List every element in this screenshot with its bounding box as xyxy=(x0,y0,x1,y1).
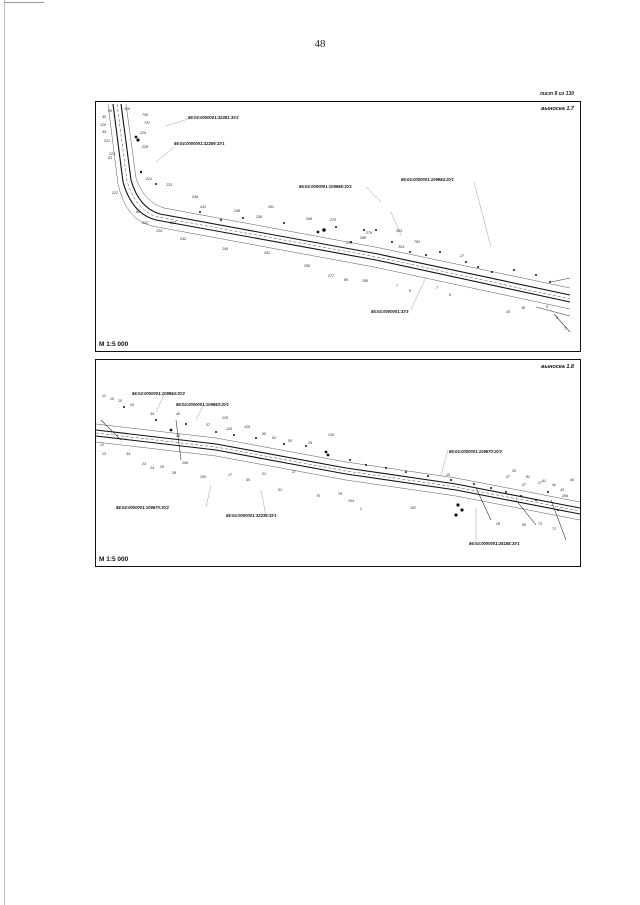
point-number: 52 xyxy=(272,436,276,440)
point-number: 252 xyxy=(264,251,270,255)
point-number: 129 xyxy=(244,425,250,429)
point-number: 82 xyxy=(136,210,140,214)
point-numbers xyxy=(100,394,574,531)
point-number: 273 xyxy=(346,241,352,245)
point-number: 8 xyxy=(409,289,411,293)
survey-point xyxy=(365,464,367,466)
point-number: 28 xyxy=(496,522,500,526)
point-number: 50 xyxy=(262,432,266,436)
survey-point xyxy=(454,513,457,516)
point-number: 248 xyxy=(234,209,240,213)
point-number: 232 xyxy=(142,221,148,225)
survey-point xyxy=(465,261,467,263)
point-number: 104 xyxy=(348,499,354,503)
road-shoulder xyxy=(108,104,570,309)
point-number: 249 xyxy=(222,247,228,251)
survey-point xyxy=(549,281,551,283)
point-number: 130 xyxy=(328,433,334,437)
survey-point xyxy=(535,274,537,276)
point-number: 7 xyxy=(564,327,566,331)
point-number: 222 xyxy=(109,152,115,156)
parcel-label: 86:04:0000001:109670:ЗУ2 xyxy=(116,505,169,510)
road-edge-outer xyxy=(96,430,580,508)
road-centerline xyxy=(117,104,570,299)
point-number: 37 xyxy=(506,475,510,479)
page-number: 48 xyxy=(314,38,326,50)
survey-point xyxy=(215,431,217,433)
parcel-label: 86:04:0000001:32259:ЗУ1 xyxy=(174,141,225,146)
parcel-label: 86:04:0000001:32239:ЗУ1 xyxy=(226,513,277,518)
survey-point xyxy=(456,503,459,506)
sheet-label: лист 8 из 130 xyxy=(539,91,574,97)
survey-point xyxy=(327,454,330,457)
point-number: 26 xyxy=(308,441,312,445)
point-number: 30 xyxy=(512,469,516,473)
point-number: 27 xyxy=(292,470,296,474)
scan-edge-top xyxy=(4,2,44,3)
road-edge-inner xyxy=(121,104,570,295)
parcel-label: 86:04:0000001:109984:ЗУ2 xyxy=(132,391,185,396)
point-number: 233 xyxy=(170,221,176,225)
point-number: 229 xyxy=(140,131,146,135)
callout-title: выноска 1.7 xyxy=(541,106,574,112)
map-scale: М 1:5 000 xyxy=(99,341,129,348)
survey-point xyxy=(136,138,139,141)
point-number: 221 xyxy=(146,177,152,181)
parcel-label: 86:04:0000001:ЗУ3 xyxy=(371,309,409,314)
road-edge-outer xyxy=(113,104,570,302)
survey-point xyxy=(363,229,365,231)
point-number: 261 xyxy=(268,205,274,209)
survey-point xyxy=(505,491,507,493)
point-number: 7 xyxy=(436,286,438,290)
point-number: 37 xyxy=(522,483,526,487)
point-number: 26 xyxy=(130,403,134,407)
point-number: 15 xyxy=(446,473,450,477)
point-number: 241 xyxy=(200,205,206,209)
point-number: 21 xyxy=(262,472,266,476)
point-number: 222 xyxy=(112,191,118,195)
point-number: 102 xyxy=(410,506,416,510)
survey-point xyxy=(439,251,441,253)
point-number: 13 xyxy=(102,452,106,456)
survey-point xyxy=(427,475,429,477)
scan-edge-left xyxy=(4,0,5,905)
point-number: 38 xyxy=(176,434,180,438)
point-number: 270 xyxy=(330,218,336,222)
point-number: 46 xyxy=(102,130,106,134)
point-number: 27 xyxy=(460,254,464,258)
point-number: 82 xyxy=(526,475,530,479)
point-number: 40 xyxy=(246,478,250,482)
point-number: 51 xyxy=(278,488,282,492)
point-number: 737 xyxy=(144,121,150,125)
survey-point xyxy=(375,229,377,231)
point-number: 6 xyxy=(556,316,558,320)
point-number: 55 xyxy=(108,109,112,113)
point-number: 17 xyxy=(228,473,232,477)
point-number: 40 xyxy=(176,412,180,416)
point-number: 85 xyxy=(344,278,348,282)
survey-point xyxy=(491,271,493,273)
survey-point xyxy=(233,434,235,436)
point-number: 53 xyxy=(108,156,112,160)
point-numbers xyxy=(100,107,567,331)
point-number: 303 xyxy=(396,229,402,233)
survey-point xyxy=(199,211,201,213)
point-number: 246 xyxy=(192,195,198,199)
point-number: 37 xyxy=(206,423,210,427)
point-number: 276 xyxy=(366,231,372,235)
point-number: 290 xyxy=(362,279,368,283)
point-number: 736 xyxy=(142,113,148,117)
point-number: 126 xyxy=(100,123,106,127)
survey-point xyxy=(155,419,157,421)
point-number: 41 xyxy=(542,479,546,483)
point-number: 25 xyxy=(118,399,122,403)
point-number: 221 xyxy=(104,139,110,143)
survey-point xyxy=(425,254,427,256)
point-number: 55 xyxy=(288,439,292,443)
point-number: 228 xyxy=(142,145,148,149)
survey-point xyxy=(490,487,492,489)
survey-point xyxy=(535,499,537,501)
point-number: 5 xyxy=(546,305,548,309)
survey-point xyxy=(405,471,407,473)
survey-point xyxy=(460,508,463,511)
point-number: 23 xyxy=(142,462,146,466)
survey-points xyxy=(135,136,551,283)
point-number: 42 xyxy=(552,483,556,487)
map-panel-callout-1-8 xyxy=(95,359,581,567)
point-number: 105 xyxy=(200,475,206,479)
parcel-label: 86:04:0000001:109670:ЗУ2 xyxy=(449,449,502,454)
point-number: 304 xyxy=(398,245,404,249)
survey-point xyxy=(317,231,320,234)
point-number: 233 xyxy=(166,183,172,187)
point-number: 28 xyxy=(172,471,176,475)
survey-point xyxy=(305,445,307,447)
survey-point xyxy=(513,269,515,271)
point-number: 46 xyxy=(570,478,574,482)
junction-lines xyxy=(536,278,570,332)
point-number: 24 xyxy=(150,466,154,470)
point-number: 106 xyxy=(182,461,188,465)
point-number: 71 xyxy=(552,527,556,531)
point-number: 783 xyxy=(414,240,420,244)
parcel-label: 86:04:0000001:25158:ЗУ1 xyxy=(469,541,520,546)
survey-point xyxy=(283,222,285,224)
point-number: 70 xyxy=(316,494,320,498)
survey-point xyxy=(170,429,173,432)
parcel-label: 86:04:0000001:109986:ЗУ1 xyxy=(299,184,352,189)
survey-point xyxy=(385,467,387,469)
point-number: 1 xyxy=(360,507,362,511)
point-number: 18 xyxy=(521,306,525,310)
survey-point xyxy=(477,266,479,268)
callout-title: выноска 1.8 xyxy=(541,364,574,370)
parcel-label: 86:04:0000001:109984:ЗУ1 xyxy=(401,177,454,182)
parcel-label: 86:04:0000001:109983:ЗУ1 xyxy=(176,402,229,407)
survey-point xyxy=(322,228,326,232)
point-number: 43 xyxy=(560,488,564,492)
survey-point xyxy=(335,226,337,228)
survey-point xyxy=(349,459,351,461)
point-number: 12 xyxy=(102,394,106,398)
point-number: 20 xyxy=(506,310,510,314)
point-number: 45 xyxy=(102,115,106,119)
survey-point xyxy=(242,217,244,219)
survey-point xyxy=(283,443,285,445)
point-number: 73 xyxy=(538,522,542,526)
point-number: 34 xyxy=(126,452,130,456)
survey-point xyxy=(140,171,142,173)
point-number: 316 xyxy=(124,107,130,111)
point-number: 27 xyxy=(538,481,542,485)
survey-point xyxy=(155,183,157,185)
point-number: 288 xyxy=(360,236,366,240)
point-number: 25 xyxy=(160,465,164,469)
survey-point xyxy=(255,437,257,439)
point-number: 8 xyxy=(449,293,451,297)
map-scale: М 1:5 000 xyxy=(99,556,129,563)
point-number: 50 xyxy=(522,523,526,527)
parcel-label: 86:04:0000001:32281:ЗУ2 xyxy=(188,115,239,120)
point-number: 10 xyxy=(110,397,114,401)
survey-point xyxy=(325,451,328,454)
point-number: 125 xyxy=(222,416,228,420)
map-panel-callout-1-7 xyxy=(95,101,581,352)
point-number: 34 xyxy=(150,412,154,416)
survey-point xyxy=(557,509,559,511)
point-number: 258 xyxy=(304,264,310,268)
point-number: 234 xyxy=(156,229,162,233)
survey-point xyxy=(391,241,393,243)
point-number: 7 xyxy=(396,284,398,288)
point-number: 12 xyxy=(100,443,104,447)
point-number: 242 xyxy=(180,237,186,241)
survey-point xyxy=(473,483,475,485)
survey-point xyxy=(409,251,411,253)
point-number: 277 xyxy=(328,274,334,278)
survey-point xyxy=(220,219,222,221)
point-number: 256 xyxy=(256,215,262,219)
point-number: 266 xyxy=(306,217,312,221)
point-number: 266 xyxy=(562,494,568,498)
point-number: 76 xyxy=(338,492,342,496)
survey-point xyxy=(123,406,125,408)
survey-point xyxy=(547,491,549,493)
survey-point xyxy=(450,479,452,481)
survey-point xyxy=(185,423,187,425)
map-drawing-1-7 xyxy=(96,102,580,351)
survey-point xyxy=(520,495,522,497)
map-drawing-1-8 xyxy=(96,360,580,566)
survey-point xyxy=(135,136,138,139)
point-number: 126 xyxy=(226,427,232,431)
